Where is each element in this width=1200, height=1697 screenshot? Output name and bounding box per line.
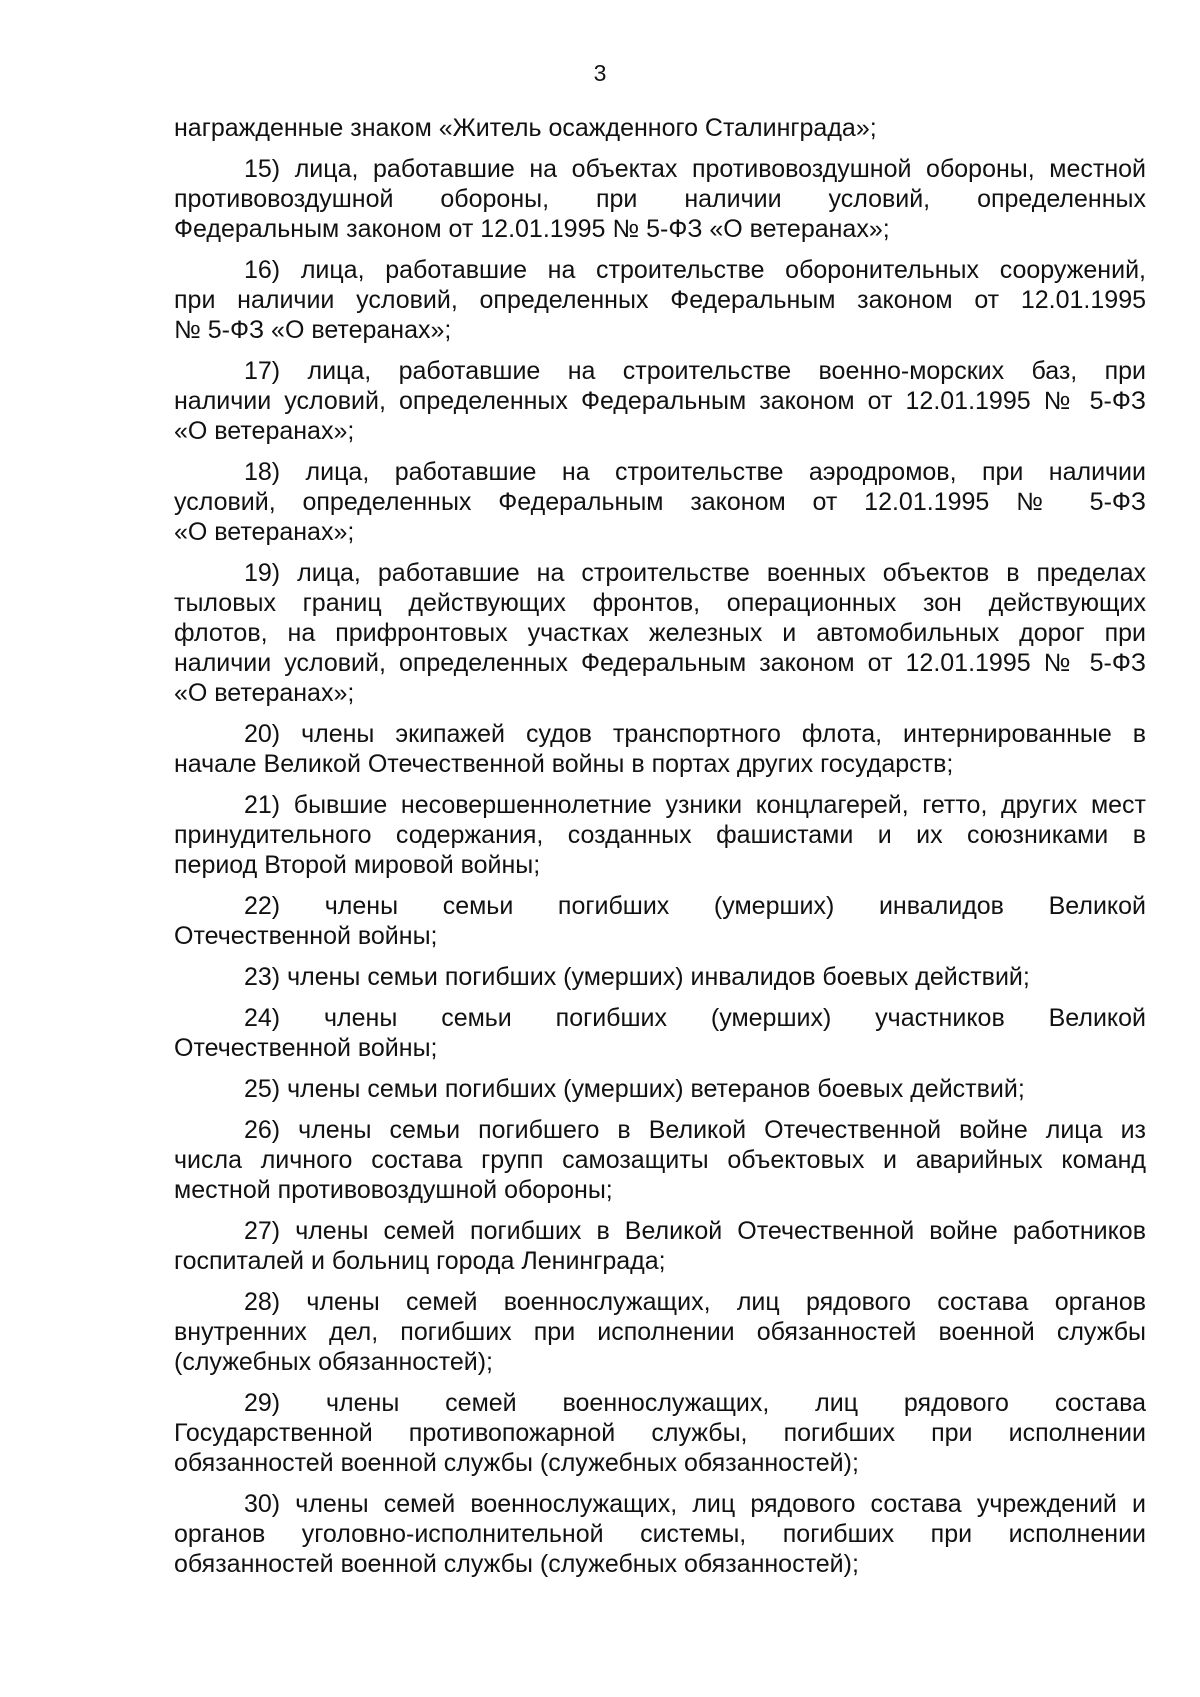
text-line: период Второй мировой войны; [174,851,541,879]
text-line: условий, определенных Федеральным законом от 12.01.1995 № 5-ФЗ [174,488,1146,516]
text-line: обязанностей военной службы (служебных обязанностей); [174,1449,859,1477]
paragraph [174,154,1146,244]
text-line: 24) члены семьи погибших (умерших) участников Великой [244,1004,1146,1032]
paragraph [174,719,1146,779]
paragraph [174,1216,1146,1276]
paragraph [174,356,1146,446]
text-line: 25) члены семьи погибших (умерших) ветеранов боевых действий; [244,1075,1025,1103]
text-line: 28) члены семей военнослужащих, лиц рядового состава органов [244,1288,1146,1316]
paragraph [174,558,1146,708]
text-line: внутренних дел, погибших при исполнении обязанностей военной службы [174,1318,1146,1346]
paragraph [174,1115,1146,1205]
text-line: Федеральным законом от 12.01.1995 № 5-ФЗ «О ветеранах»; [174,215,890,243]
paragraph [174,113,1146,143]
paragraph [174,790,1146,880]
text-line: при наличии условий, определенных Федеральным законом от 12.01.1995 [174,286,1146,314]
text-line: начале Великой Отечественной войны в портах других государств; [174,750,954,778]
text-line: госпиталей и больниц города Ленинграда; [174,1247,666,1275]
text-line: 20) члены экипажей судов транспортного флота, интернированные в [244,720,1146,748]
text-line: наличии условий, определенных Федеральным законом от 12.01.1995 № 5-ФЗ [174,649,1146,677]
text-line: обязанностей военной службы (служебных обязанностей); [174,1550,859,1578]
text-line: «О ветеранах»; [174,417,355,445]
text-line: 19) лица, работавшие на строительстве военных объектов в пределах [244,559,1146,587]
paragraph [174,1287,1146,1377]
text-line: местной противовоздушной обороны; [174,1176,613,1204]
text-line: № 5-ФЗ «О ветеранах»; [174,316,452,344]
text-line: 21) бывшие несовершеннолетние узники концлагерей, гетто, других мест [244,791,1146,819]
text-line: Отечественной войны; [174,1034,438,1062]
text-line: 17) лица, работавшие на строительстве военно-морских баз, при [244,357,1146,385]
text-line: принудительного содержания, созданных фашистами и их союзниками в [174,821,1146,849]
text-line: 15) лица, работавшие на объектах противовоздушной обороны, местной [244,155,1146,183]
paragraph [174,457,1146,547]
text-line: 16) лица, работавшие на строительстве оборонительных сооружений, [244,256,1146,284]
text-line: награжденные знаком «Житель осажденного Сталинграда»; [174,114,877,142]
text-line: 22) члены семьи погибших (умерших) инвалидов Великой [244,892,1146,920]
text-line: тыловых границ действующих фронтов, операционных зон действующих [174,589,1146,617]
text-line: «О ветеранах»; [174,518,355,546]
text-line: Отечественной войны; [174,922,438,950]
text-line: 30) члены семей военнослужащих, лиц рядового состава учреждений и [244,1490,1146,1518]
text-line: 26) члены семьи погибшего в Великой Отечественной войне лица из [244,1116,1146,1144]
text-line: 23) члены семьи погибших (умерших) инвалидов боевых действий; [244,963,1030,991]
text-line: 18) лица, работавшие на строительстве аэродромов, при наличии [244,458,1146,486]
text-line: противовоздушной обороны, при наличии условий, определенных [174,185,1146,213]
text-line: Государственной противопожарной службы, погибших при исполнении [174,1419,1146,1447]
paragraph [174,891,1146,951]
paragraph [174,255,1146,345]
page-number: 3 [593,60,607,86]
text-line: (служебных обязанностей); [174,1348,493,1376]
text-line: наличии условий, определенных Федеральным законом от 12.01.1995 № 5-ФЗ [174,387,1146,415]
paragraph [174,1003,1146,1063]
text-line: органов уголовно-исполнительной системы, погибших при исполнении [174,1520,1146,1548]
paragraph [174,1074,1146,1104]
paragraph [174,1388,1146,1478]
paragraph [174,962,1146,992]
text-line: числа личного состава групп самозащиты объектовых и аварийных команд [174,1146,1146,1174]
paragraph [174,1489,1146,1579]
document-body [174,113,1146,1590]
text-line: 27) члены семей погибших в Великой Отечественной войне работников [244,1217,1146,1245]
text-line: флотов, на прифронтовых участках железных и автомобильных дорог при [174,619,1146,647]
text-line: 29) члены семей военнослужащих, лиц рядового состава [244,1389,1146,1417]
text-line: «О ветеранах»; [174,679,355,707]
